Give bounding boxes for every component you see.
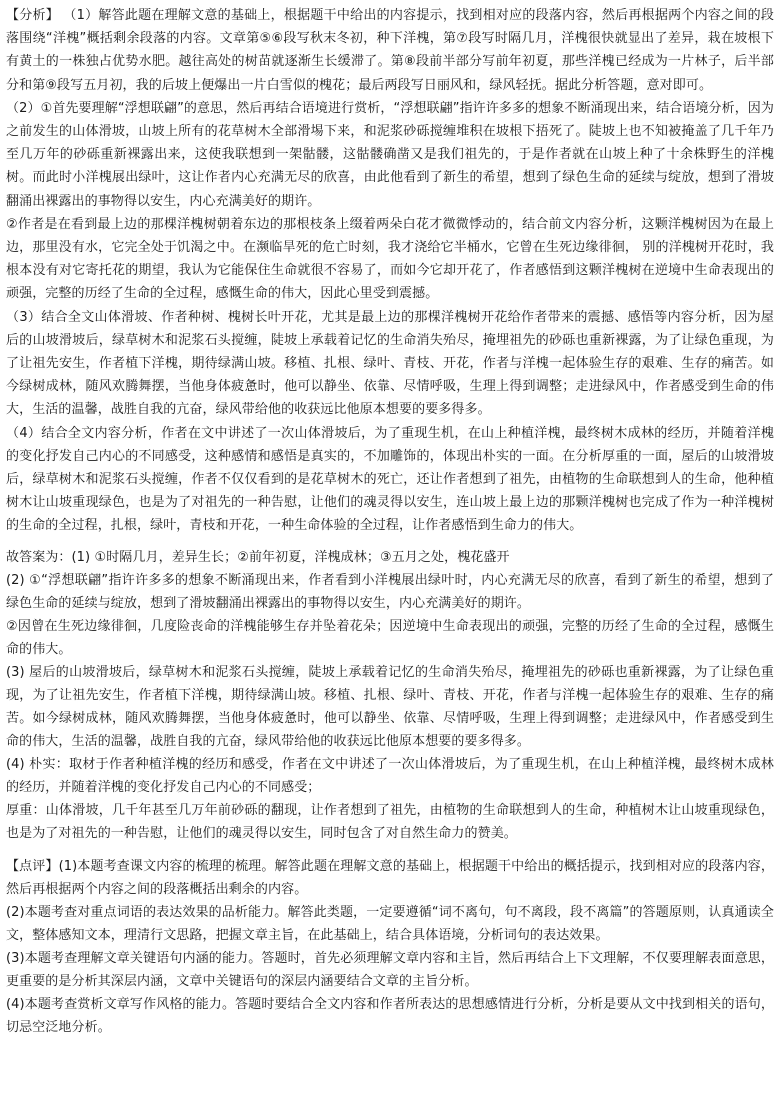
comment-paragraph-4: (4)本题考查赏析文章写作风格的能力。答题时要结合全文内容和作者所表达的思想感情进行分析，分析是要从文中找到相关的语句，切忌空泛地分析。 <box>6 996 774 1035</box>
comment-paragraph-3: (3)本题考查理解文章关键语句内涵的能力。答题时，首先必须理解文章内容和主旨，然后再结合上下文理解，不仅要理解表面意思，更重要的是分析其深层内涵，文章中关键语句的深层内涵要结合文章的主旨分析。 <box>6 950 774 989</box>
comment-paragraph-1: 【点评】(1)本题考查课文内容的梳理的梳理。解答此题在理解文意的基础上，根据题干中给出的概括提示，找到相对应的段落内容，然后再根据两个内容之间的段落概括出剩余的内容。 <box>6 858 774 897</box>
analysis-paragraph-1: 【分析】 （1）解答此题在理解文意的基础上，根据题干中给出的内容提示，找到相对应的段落内容，然后再根据两个内容之间的段落围绕“洋槐”概括剩余段落的内容。文章第⑤⑥段写秋末冬初，种下洋槐，第⑦段写时隔几月，洋槐很快就显出了差异，栽在坡根下有黄土的一株独占优势水肥。越往高处的树苗就逐渐生长缓滞了。第⑧段前半部分写前年初夏，那些洋槐已经成为一片林子，后半部分和第⑨段写五月初，我的后坡上便爆出一片白雪似的槐花；最后两段写日丽风和，绿风轻抚。据此分析答题，意对即可。 <box>6 8 774 93</box>
answer-paragraph-3: ②因曾在生死边缘徘徊，几度险丧命的洋槐能够生存并坠着花朵；因逆境中生命表现出的顽强，完整的历经了生命的全过程，感慨生命的伟大。 <box>6 618 774 657</box>
answer-paragraph-4: (3) 屋后的山坡滑坡后，绿草树木和泥浆石头搅缠，陡坡上承载着记忆的生命消失殆尽，掩埋祖先的砂砾也重新裸露，为了让绿色重现，为了让祖先安生，作者植下洋槐，期待绿满山坡。移植、扎根、绿叶、青枝、开花，作者与洋槐一起体验生存的艰难、生存的痛苦。如今绿树成林，随风欢腾舞摆，当他身体疲惫时，他可以静坐、依靠、尽情呼吸，生理上得到调整；走进绿风中，作者感受到生命的伟大，生活的温馨，战胜自我的亢奋，绿风带给他的收获远比他原本想要的要多得多。 <box>6 664 774 749</box>
answer-paragraph-6: 厚重：山体滑坡，几千年甚至几万年前砂砾的翻现，让作者想到了祖先，由植物的生命联想到人的生命，种植树木让山坡重现绿色，也是为了对祖先的一种告慰，让他们的魂灵得以安生，同时包含了对自然生命力的赞美。 <box>6 802 774 841</box>
comment-section <box>6 855 774 1039</box>
answer-paragraph-1: 故答案为：(1) ①时隔几月，差异生长；②前年初夏，洋槐成林；③五月之处，槐花盛开 <box>6 549 510 565</box>
comment-paragraph-2: (2)本题考查对重点词语的表达效果的品析能力。解答此类题，一定要遵循“词不离句，句不离段，段不离篇”的答题原则，认真通读全文，整体感知文本，理清行文思路，把握文章主旨，在此基础上，结合具体语境，分析词句的表达效果。 <box>6 904 774 943</box>
analysis-section <box>6 4 774 538</box>
analysis-paragraph-5: （4）结合全文内容分析，作者在文中讲述了一次山体滑坡后，为了重现生机，在山上种植洋槐，最终树木成林的经历，并随着洋槐的变化抒发自己内心的不同感受，这种感情和感悟是真实的，不加雕饰的，体现出朴实的一面。在分析厚重的一面，屋后的山坡滑坡后，绿草树木和泥浆石头搅缠，作者不仅仅看到的是花草树木的死亡，还让作者想到了祖先，由植物的生命联想到人的生命，他种植树木让山坡重现绿色，也是为了对祖先的一种告慰，让他们的魂灵得以安生，连山坡上最上边的那颗洋槐树也完成了作为一种洋槐树的生命的全过程，扎根，绿叶，青枝和开花，一种生命体验的全过程，让作者感悟到生命力的伟大。 <box>6 425 774 534</box>
answer-paragraph-2: (2) ①“浮想联翩”指许许多多的想象不断涌现出来，作者看到小洋槐展出绿叶时，内心充满无尽的欣喜，看到了新生的希望，想到了绿色生命的延续与绽放，想到了滑坡翻涌出裸露出的事物得以安生，内心充满美好的期许。 <box>6 572 774 611</box>
analysis-paragraph-2: （2）①首先要理解“浮想联翩”的意思，然后再结合语境进行赏析，“浮想联翩”指许许多多的想象不断涌现出来，结合语境分析，因为之前发生的山体滑坡，山坡上所有的花草树木全部滑埸下来，和泥浆砂砾搅缠堆积在坡根下捂死了。陡坡上也不知被掩盖了几千年乃至几万年的砂砾重新裸露出来，这使我联想到一架骷髅，这骷髅确凿又是我们祖先的，于是作者就在山坡上种了十余株野生的洋槐树。而此时小洋槐展出绿叶，这让作者内心充满无尽的欣喜，由此他看到了新生的希望，想到了绿色生命的延续与绽放，想到了滑坡翻涌出裸露出的事物得以安生，内心充满美好的期许。 <box>6 100 774 209</box>
answer-section <box>6 546 774 845</box>
answer-paragraph-5: (4) 朴实：取材于作者种植洋槐的经历和感受，作者在文中讲述了一次山体滑坡后，为了重现生机，在山上种植洋槐，最终树木成林的经历，并随着洋槐的变化抒发自己内心的不同感受； <box>6 756 774 795</box>
analysis-paragraph-4: （3）结合全文山体滑坡、作者种树、槐树长叶开花，尤其是最上边的那棵洋槐树开花给作者带来的震撼、感悟等内容分析，因为屋后的山坡滑坡后，绿草树木和泥浆石头搅缠，陡坡上承载着记忆的生命消失殆尽，掩埋祖先的砂砾也重新裸露，为了让绿色重现，为了让祖先安生，作者植下洋槐，期待绿满山坡。移植、扎根、绿叶、青枝、开花，作者与洋槐一起体验生存的艰难、生存的痛苦。如今绿树成林，随风欢腾舞摆，当他身体疲惫时，他可以静坐、依靠、尽情呼吸，生理上得到调整；走进绿风中，作者感受到生命的伟大，生活的温馨，战胜自我的亢奋，绿风带给他的收获远比他原本想要的要多得多。 <box>6 309 774 418</box>
analysis-paragraph-3: ②作者是在看到最上边的那棵洋槐树朝着东边的那根枝条上缀着两朵白花才微微悸动的，结合前文内容分析，这颗洋槐树因为在最上边，那里没有水，它完全处于饥渴之中。在濒临旱死的危亡时刻，我才浇给它半桶水，它曾在生死边缘徘徊， 别的洋槐树开花时，我根本没有对它寄托花的期望，我认为它能保住生命就很不容易了，而如今它却开花了，作者感悟到这颗洋槐树在逆境中生命表现出的顽强，完整的历经了生命的全过程，感慨生命的伟大，因此心里受到震撼。 <box>6 216 774 302</box>
